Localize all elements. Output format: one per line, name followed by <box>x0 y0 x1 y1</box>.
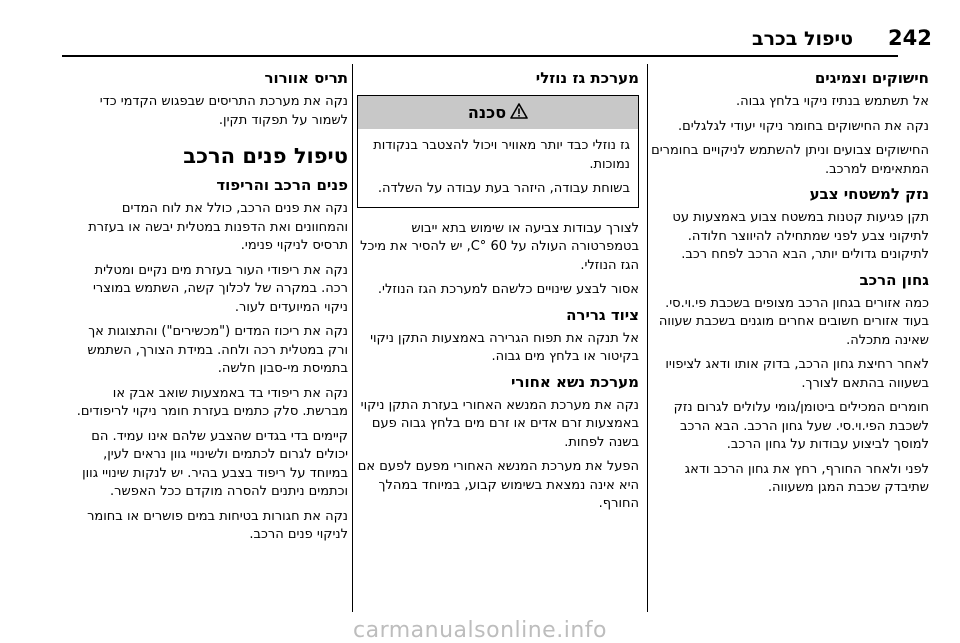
paragraph: נקה את מערכת המנשא האחורי בעזרת התקן ניקוי באמצעות זרם אדים או זרם מים בלחץ גבוה פעם בשנה לפחות. <box>360 397 639 450</box>
section-heading: תריס אוורור <box>264 69 348 87</box>
paragraph: הפעל את מערכת המנשא האחורי מפעם לפעם אם היא אינה נמצאת בשימוש קבוע, במיוחד במהלך החורף. <box>357 459 639 511</box>
section-title: טיפול פנים הרכב <box>183 144 348 168</box>
column-divider-left <box>352 64 353 612</box>
paragraph: החישוקים צבועים וניתן להשתמש לניקויים בחומרים המתאימים למרכב. <box>651 143 929 177</box>
warning-triangle-icon <box>510 103 528 123</box>
section-heading: פנים הרכב והריפוד <box>216 176 348 194</box>
paragraph: נקה את החישוקים בחומר ניקוי יעודי לגלגלים. <box>678 118 929 134</box>
warning-text: גז נוזלי כבד יותר מאוויר ויכול להצטבר בנקודות נמוכות. <box>373 138 630 172</box>
paragraph: אל תנקה את תפוח הגרירה באמצעות התקן ניקוי בקיטור או בלחץ מים גבוה. <box>370 330 639 364</box>
paragraph: נקה את ריפודי בד באמצעות שואב אבק או מברשת. סלק כתמים בעזרת חומר ניקוי לריפודים. <box>76 385 348 419</box>
paragraph: נקה את מערכת התריסים שבפגוש הקדמי כדי לשמור על תפקוד תקין. <box>99 94 348 128</box>
watermark: carmanualsonline.info <box>353 618 607 643</box>
paragraph: חומרים המכילים ביטומן/גומי עלולים לגרום נזק לשכבת הפי.וי.סי. שעל גחון הרכב. הבא הרכב למוסך לביצוע עבודות על גחון הרכב. <box>673 400 929 452</box>
paragraph: נקה את פנים הרכב, כולל את לוח המדים והמחוונים ואת הדפנות במטלית יבשה או בעזרת תרסיס לניקוי פנימי. <box>88 201 348 253</box>
paragraph: כמה אזורים בגחון הרכב מצופים בשכבת פי.וי.סי. בעוד אזורים חשובים אחרים מוגנים בשכבת שעווה שאינה מתכלה. <box>658 295 929 348</box>
page-header <box>0 0 960 64</box>
running-title: טיפול בכרב <box>752 28 854 50</box>
paragraph: לאחר רחיצת גחון הרכב, בדוק אותו ודאג לציפויו בשעווה בהתאם לצורך. <box>665 357 929 391</box>
middle-column <box>357 64 639 520</box>
column-divider-right <box>647 64 648 612</box>
paragraph: נקה את ריכוז המדים ("מכשירים") והתצוגות אך ורק במטלית רכה ולחה. במידת הצורך, השתמש בתמיסת מי-סבון חלשה. <box>87 324 348 376</box>
warning-body <box>358 129 638 207</box>
danger-warning-box <box>357 95 639 208</box>
left-column <box>66 64 348 551</box>
lpg-system-heading: מערכת גז נוזלי <box>535 69 639 87</box>
paragraph: נקה את חגורות בטיחות במים פושרים או בחומר לניקוי פנים הרכב. <box>87 508 348 542</box>
paragraph: לצורך עבודות צביעה או שימוש בתא ייבוש בטמפרטורה העולה על 60 °C, יש להסיר את מיכל הגז הנוזלי. <box>360 220 639 273</box>
paragraph: תקן פגיעות קטנות במשטח צבוע באמצעות עט לתיקוני צבע לפני שמתחילה להיווצר חלודה. לתיקונים גדולים יותר, הבא הרכב לפחח רכב. <box>672 210 929 262</box>
section-heading: נזק למשטחי צבע <box>809 185 929 203</box>
paragraph: קיימים בדי בגדים שהצבע שלהם אינו עמיד. הם יכולים לגרום לכתמים ולשינויי גוון נראים לעין, במיוחד על ריפוד בצבע בהיר. יש לנקות שינויי גוון וכתמים ניתנים להסרה מוקדם ככל האפשר. <box>82 428 348 499</box>
right-column <box>647 64 929 504</box>
header-rule <box>62 55 898 57</box>
section-heading: גחון הרכב <box>859 270 929 289</box>
section-heading: ציוד גרירה <box>566 305 639 324</box>
paragraph: נקה את ריפודי העור בעזרת מים נקיים ומטלית רכה. במקרה של לכלוך קשה, השתמש במוצרי ניקוי המיועדים לעור. <box>93 262 348 315</box>
page-number: 242 <box>888 26 932 50</box>
paragraph: אסור לבצע שינויים כלשהם למערכת הגז הנוזלי. <box>377 282 639 297</box>
warning-title: סכנה <box>467 103 507 122</box>
paragraph: לפני ולאחר החורף, רחץ את גחון הרכב ודאג שתיבדק שכבת המגן משעווה. <box>684 461 929 495</box>
middle-column-content <box>357 220 639 514</box>
warning-header <box>358 96 638 129</box>
warning-text: בשוחת עבודה, היזהר בעת עבודה על השלדה. <box>377 181 630 196</box>
section-heading: מערכת נשא אחורי <box>511 372 639 391</box>
section-heading: חישוקים וצמיגים <box>814 69 929 87</box>
paragraph: אל תשתמש בנתיז ניקוי בלחץ גבוה. <box>736 94 929 109</box>
